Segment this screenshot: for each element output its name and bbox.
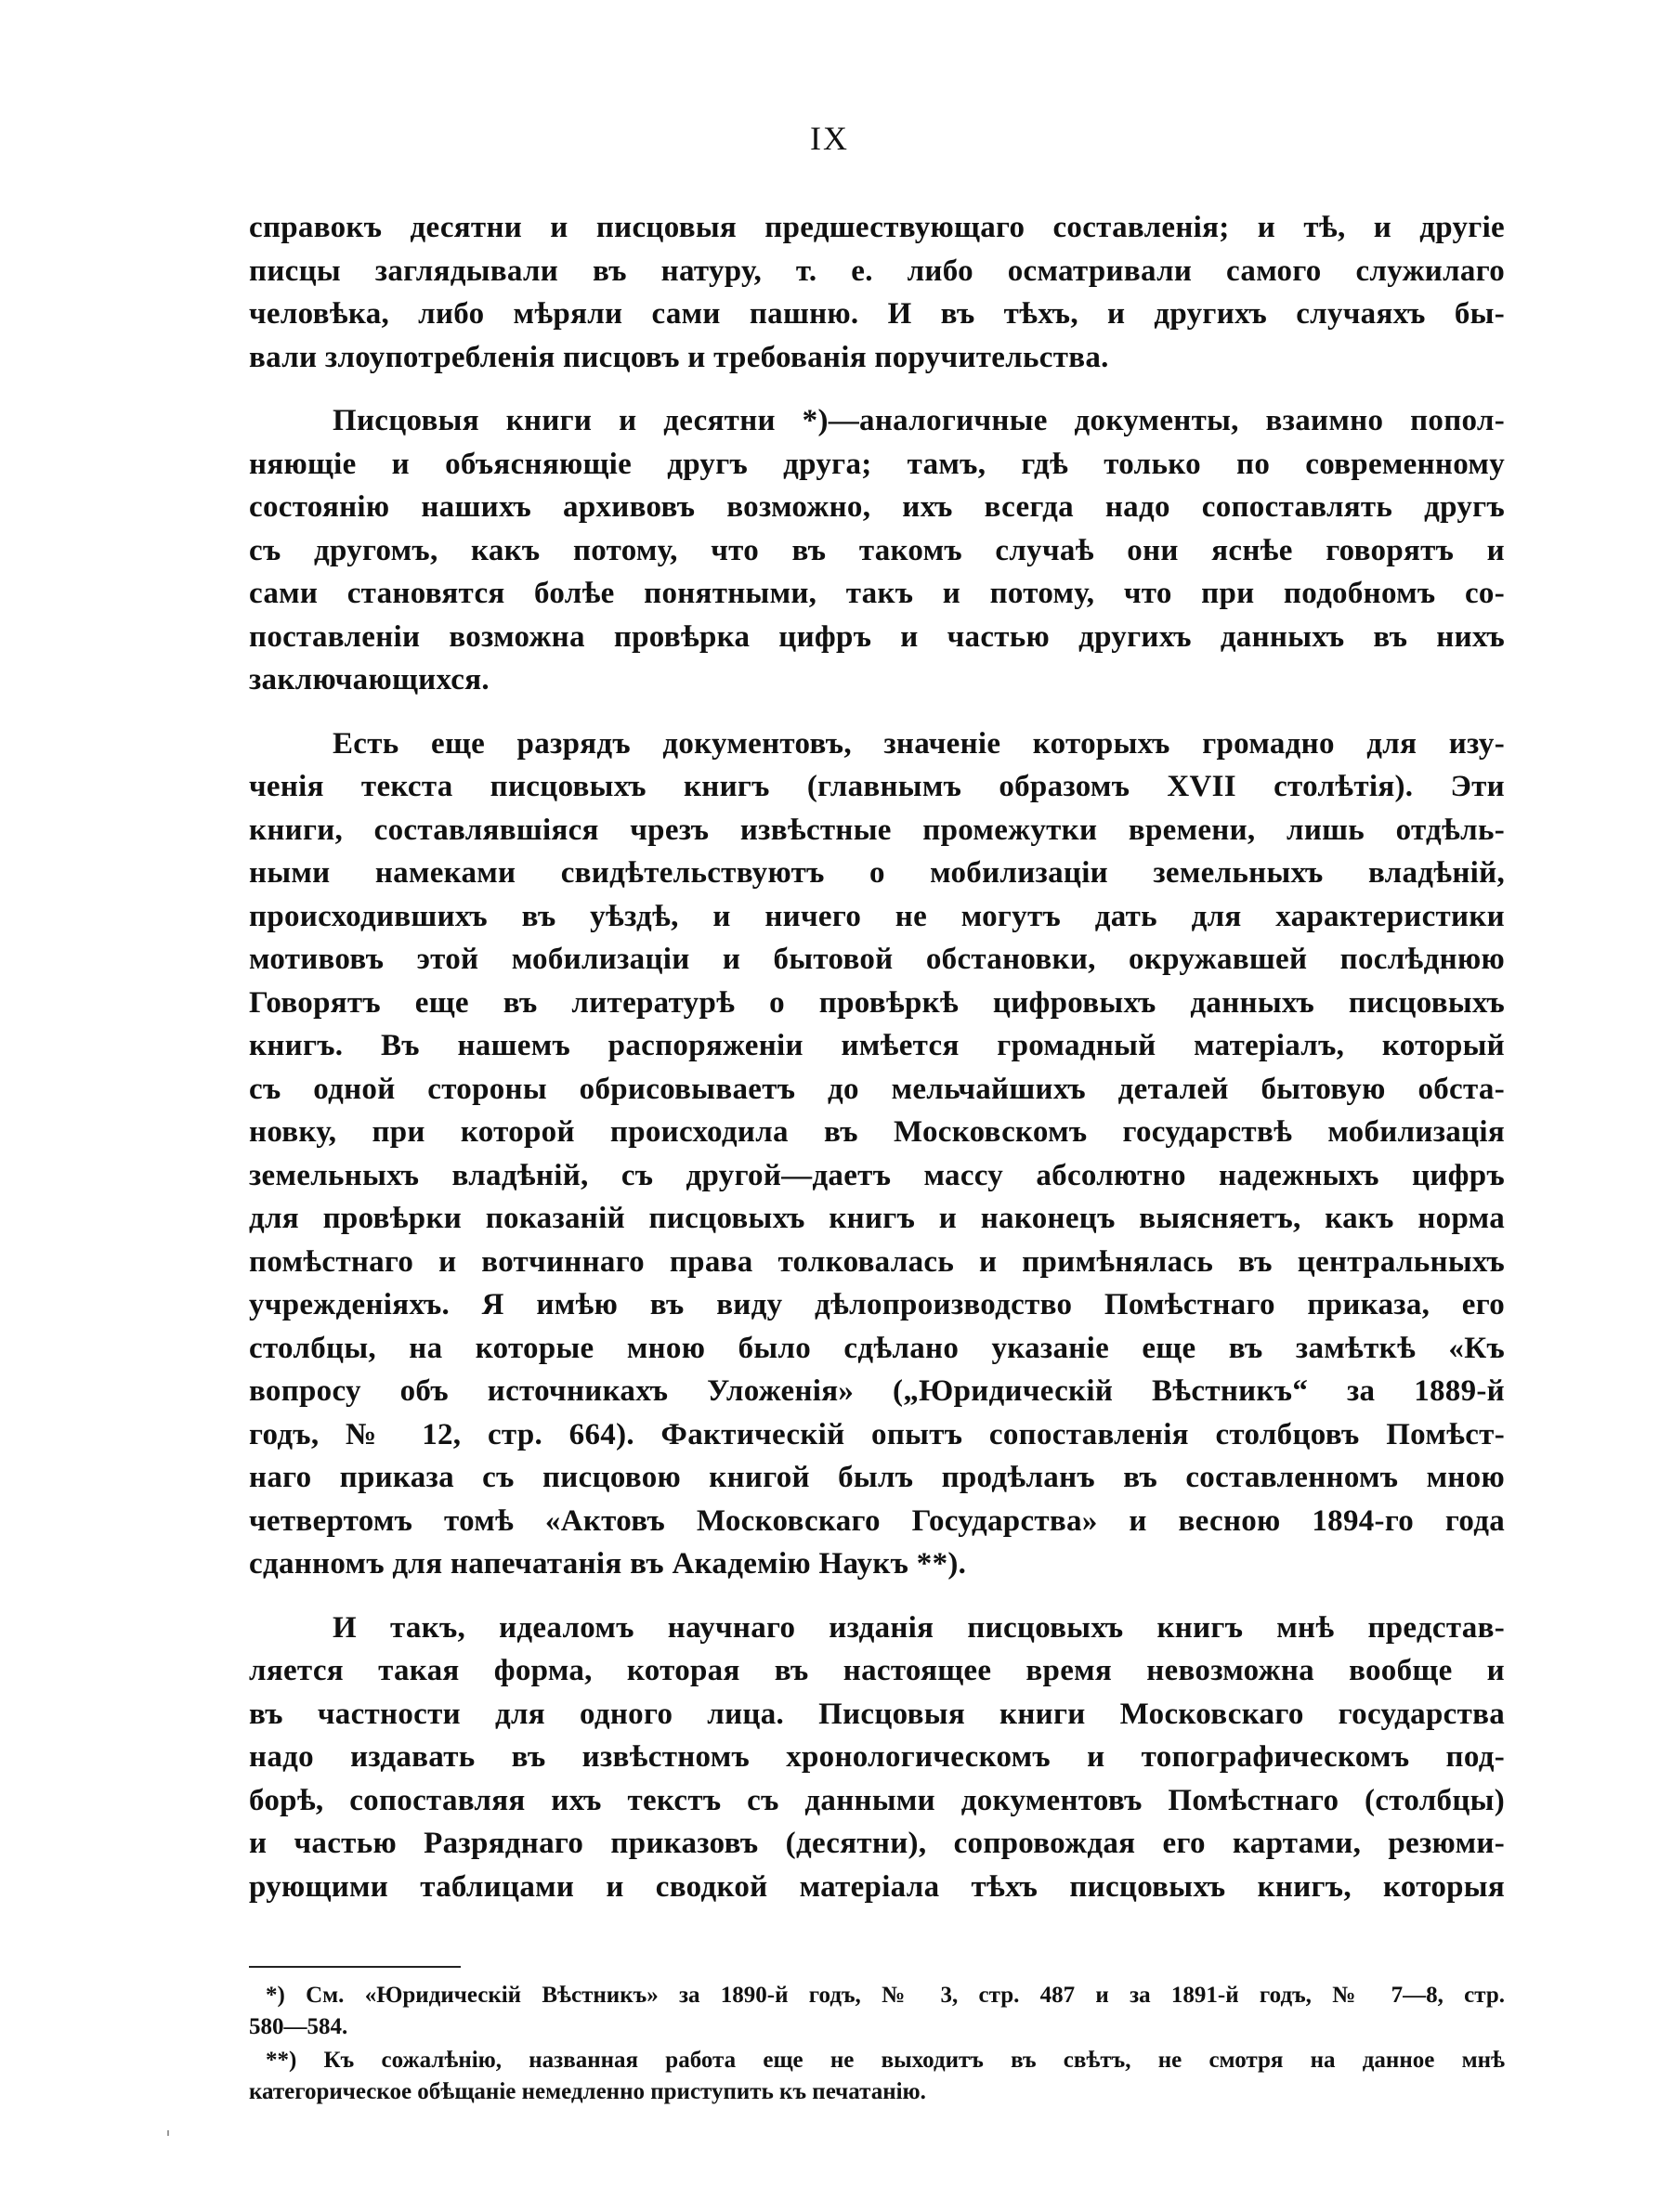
paragraph-1 xyxy=(249,206,1505,379)
text-line: съ одной стороны обрисовываетъ до мельчайшихъ деталей бытовую обста- xyxy=(249,1072,1505,1106)
footnote-line: категорическое обѣщаніе немедленно приступить къ печатанію. xyxy=(249,2079,926,2104)
text-line: съ другомъ, какъ потому, что въ такомъ случаѣ они яснѣе говорятъ и xyxy=(249,533,1505,567)
text-line: поставленіи возможна провѣрка цифръ и частью другихъ данныхъ въ нихъ xyxy=(249,619,1505,654)
text-line: ляется такая форма, которая въ настоящее время невозможна вообще и xyxy=(249,1654,1505,1687)
text-line: человѣка, либо мѣряли сами пашню. И въ тѣхъ, и другихъ случаяхъ бы- xyxy=(249,297,1505,331)
text-line: книгъ. Въ нашемъ распоряженіи имѣется громадный матеріалъ, который xyxy=(249,1029,1505,1062)
text-line: справокъ десятни и писцовыя предшествующаго составленія; и тѣ, и другіе xyxy=(249,211,1505,244)
main-text xyxy=(249,206,1505,1908)
text-line: учрежденіяхъ. Я имѣю въ виду дѣлопроизводство Помѣстнаго приказа, его xyxy=(249,1288,1505,1321)
text-line: состоянію нашихъ архивовъ возможно, ихъ всегда надо сопоставлять другъ xyxy=(249,490,1505,524)
text-line: ными намеками свидѣтельствуютъ о мобилизаціи земельныхъ владѣній, xyxy=(249,856,1505,890)
text-line: сданномъ для напечатанія въ Академію Наукъ **). xyxy=(249,1547,967,1581)
text-line: сами становятся болѣе понятными, такъ и потому, что при подобномъ со- xyxy=(249,577,1505,610)
text-line: годъ, № 12, стр. 664). Фактическій опытъ сопоставленія столбцовъ Помѣст- xyxy=(249,1417,1505,1451)
text-line: няющіе и объясняющіе другъ друга; тамъ, гдѣ только по современному xyxy=(249,447,1505,481)
text-line: ченія текста писцовыхъ книгъ (главнымъ образомъ XVII столѣтія). Эти xyxy=(249,770,1505,803)
text-line: столбцы, на которые мною было сдѣлано указаніе еще въ замѣткѣ «Къ xyxy=(249,1331,1505,1365)
footnote-line: *) См. «Юридическій Вѣстникъ» за 1890-й годъ, № 3, стр. 487 и за 1891-й годъ, № 7—8, стр. xyxy=(266,1983,1505,2008)
text-line: четвертомъ томѣ «Актовъ Московскаго Государства» и весною 1894-го года xyxy=(249,1503,1505,1538)
paragraph-2 xyxy=(249,399,1505,702)
text-line: заключающихся. xyxy=(249,663,490,696)
text-line: Есть еще разрядъ документовъ, значеніе которыхъ громадно для изу- xyxy=(333,726,1505,761)
text-line: въ частности для одного лица. Писцовыя книги Московскаго государства xyxy=(249,1697,1505,1731)
text-line: рующими таблицами и сводкой матеріала тѣхъ писцовыхъ книгъ, которыя xyxy=(249,1869,1505,1904)
text-line: помѣстнаго и вотчиннаго права толковалась и примѣнялась въ центральныхъ xyxy=(249,1244,1505,1279)
footnote-2 xyxy=(249,2045,1505,2108)
text-line: Говорятъ еще въ литературѣ о провѣркѣ цифровыхъ данныхъ писцовыхъ xyxy=(249,985,1505,1020)
footnote-line: **) Къ сожалѣнію, названная работа еще не выходитъ въ свѣтъ, не смотря на данное мнѣ xyxy=(266,2048,1505,2073)
text-line: борѣ, сопоставляя ихъ текстъ съ данными документовъ Помѣстнаго (столбцы) xyxy=(249,1783,1505,1817)
text-line: наго приказа съ писцовою книгой былъ продѣланъ въ составленномъ мною xyxy=(249,1461,1505,1494)
text-line: мотивовъ этой мобилизаціи и бытовой обстановки, окружавшей послѣднюю xyxy=(249,943,1505,976)
text-line: земельныхъ владѣній, съ другой—даетъ массу абсолютно надежныхъ цифръ xyxy=(249,1158,1505,1192)
footnote-line: 580—584. xyxy=(249,2014,348,2039)
scan-speck xyxy=(167,2130,169,2136)
text-line: вали злоупотребленія писцовъ и требованія поручительства. xyxy=(249,340,1109,374)
text-line: писцы заглядывали въ натуру, т. е. либо осматривали самого служилаго xyxy=(249,254,1505,288)
text-line: И такъ, идеаломъ научнаго изданія писцовыхъ книгъ мнѣ представ- xyxy=(333,1610,1505,1645)
text-line: и частью Разряднаго приказовъ (десятни), сопровождая его картами, резюми- xyxy=(249,1827,1505,1860)
text-line: Писцовыя книги и десятни *)—аналогичные документы, взаимно попол- xyxy=(333,404,1505,437)
page-number: IX xyxy=(810,120,849,157)
text-line: происходившихъ въ уѣздѣ, и ничего не могутъ дать для характеристики xyxy=(249,899,1505,933)
paragraph-3 xyxy=(249,722,1505,1586)
text-line: новку, при которой происходила въ Московскомъ государствѣ мобилизація xyxy=(249,1115,1505,1149)
text-line: вопросу объ источникахъ Уложенія» („Юридическій Вѣстникъ“ за 1889-й xyxy=(249,1374,1505,1408)
text-line: книги, составлявшіяся чрезъ извѣстные промежутки времени, лишь отдѣль- xyxy=(249,813,1505,847)
footnote-1 xyxy=(249,1980,1505,2043)
footnote-divider xyxy=(249,1966,461,1968)
text-line: для провѣрки показаній писцовыхъ книгъ и наконецъ выясняетъ, какъ норма xyxy=(249,1202,1505,1235)
paragraph-4 xyxy=(249,1607,1505,1909)
footnotes xyxy=(249,1980,1505,2110)
text-line: надо издавать въ извѣстномъ хронологическомъ и топографическомъ под- xyxy=(249,1740,1505,1774)
